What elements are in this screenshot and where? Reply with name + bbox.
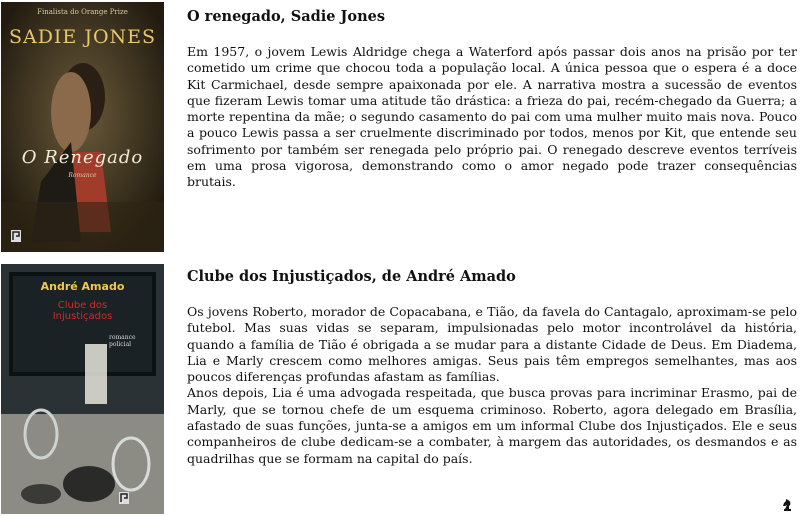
cover-subtitle-line: policial: [109, 341, 132, 348]
cover-title: [1, 300, 164, 322]
book-title: O renegado, Sadie Jones: [187, 8, 386, 25]
cover-title-line: Clube dos: [57, 300, 108, 311]
cover-title-line: Injustiçados: [52, 311, 113, 322]
cover-subtitle-line: romance: [109, 334, 136, 341]
publisher-logo-icon: [11, 230, 21, 242]
book-cover-clube[interactable]: [1, 264, 164, 514]
cover-subtitle: Romance: [68, 172, 97, 179]
cover-title: O Renegado: [21, 147, 144, 168]
description-paragraph: Anos depois, Lia é uma advogada respeitada, que busca provas para incriminar Erasmo, pai de Marly, que se tornou chefe de um esquema criminoso. Roberto, agora delegado em Brasília, afastado de suas funções, junta-se a amigos em um informal Clube dos Injustiçados. Ele e seus companheiros de clube dedicam-se a combater, à margem das autoridades, os desmandos e as quadrilhas que se formam na capital do país.: [187, 385, 797, 466]
book-cover-renegado[interactable]: [1, 2, 164, 252]
book-description: [187, 44, 797, 191]
cover-top-text: Finalista do Orange Prize: [37, 8, 128, 16]
book-description: [187, 304, 797, 467]
publisher-logo-icon: [119, 492, 129, 504]
description-paragraph: Os jovens Roberto, morador de Copacabana, e Tião, da favela do Cantagalo, aproximam-se pelo futebol. Mas suas vidas se separam, impulsionadas pelo motor incontrolável da história, quando a família de Tião é obrigada a se mudar para a distante Cidade de Deus. Em Diadema, Lia e Marly crescem como melhores amigas. Seus pais têm empregos semelhantes, mas aos poucos diferenças profundas afastam as famílias.: [187, 304, 797, 385]
cover-author: André Amado: [40, 280, 125, 293]
chess-knight-icon: [781, 498, 793, 512]
description-paragraph: Em 1957, o jovem Lewis Aldridge chega a Waterford após passar dois anos na prisão por ter cometido um crime que chocou toda a população local. A única pessoa que o espera é a doce Kit Carmichael, desde sempre apaixonada por ele. A narrativa mostra a sucessão de eventos que fizeram Lewis tomar uma atitude tão drástica: a frieza do pai, recém-chegado da Guerra; a morte repentina da mãe; o segundo casamento do pai com uma mulher muito mais nova. Pouco a pouco Lewis passa a ser cruelmente discriminado por todos, menos por Kit, que entende seu sofrimento por também ser renegada pelo próprio pai. O renegado descreve eventos terríveis em uma prosa vigorosa, demonstrando como o amor negado pode trazer consequências brutais.: [187, 44, 797, 190]
cover-subtitle: [109, 334, 136, 348]
book-title: Clube dos Injustiçados, de André Amado: [187, 268, 516, 285]
cover-author: SADIE JONES: [8, 26, 157, 48]
